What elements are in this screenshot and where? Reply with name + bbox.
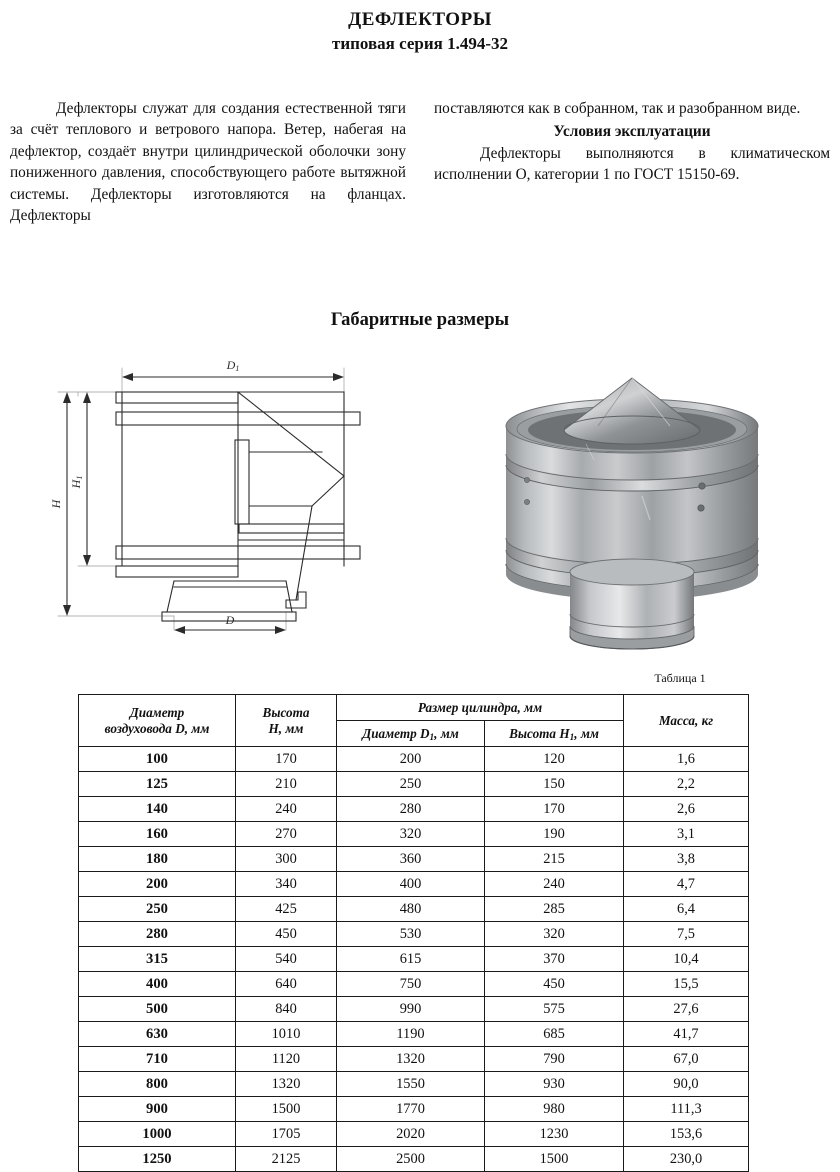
header-mass: Масса, кг (624, 695, 749, 747)
cell-height-h1: 450 (485, 972, 624, 997)
cell-diameter-d: 800 (79, 1072, 236, 1097)
cell-diameter-d: 1250 (79, 1147, 236, 1172)
intro-paragraph-left: Дефлекторы служат для создания естественной тяги за счёт теплового и ветрового напора. Ветер, набегая на дефлектор, создаёт внутри цилиндрической оболочки зону пониженного давления, способствующего работе вытяжной системы. Дефлекторы изготовляются на фланцах. Дефлекторы (10, 100, 406, 225)
figures-row (0, 352, 840, 672)
cell-mass: 27,6 (624, 997, 749, 1022)
cell-diameter-d1: 320 (337, 822, 485, 847)
cell-mass: 2,6 (624, 797, 749, 822)
deflector-photo (474, 368, 790, 658)
table-row (79, 747, 749, 772)
table-row (79, 922, 749, 947)
cell-height-h1: 790 (485, 1047, 624, 1072)
cell-mass: 2,2 (624, 772, 749, 797)
cell-height-h: 340 (236, 872, 337, 897)
cell-height-h1: 320 (485, 922, 624, 947)
cell-height-h: 425 (236, 897, 337, 922)
cell-height-h: 240 (236, 797, 337, 822)
technical-drawing (34, 354, 382, 660)
cell-height-h1: 1500 (485, 1147, 624, 1172)
table-row (79, 1022, 749, 1047)
cell-height-h1: 575 (485, 997, 624, 1022)
cell-diameter-d: 280 (79, 922, 236, 947)
table-row (79, 872, 749, 897)
cell-height-h1: 930 (485, 1072, 624, 1097)
cell-height-h1: 240 (485, 872, 624, 897)
cell-height-h: 1010 (236, 1022, 337, 1047)
table-row (79, 1122, 749, 1147)
cell-diameter-d: 400 (79, 972, 236, 997)
section-heading-dimensions: Габаритные размеры (330, 310, 510, 330)
cell-diameter-d1: 400 (337, 872, 485, 897)
cell-mass: 67,0 (624, 1047, 749, 1072)
cell-diameter-d: 160 (79, 822, 236, 847)
cell-mass: 153,6 (624, 1122, 749, 1147)
title-block (0, 8, 840, 54)
cell-mass: 90,0 (624, 1072, 749, 1097)
cell-diameter-d1: 2020 (337, 1122, 485, 1147)
intro-right-column (434, 98, 830, 226)
dimension-label-d: D (225, 613, 235, 627)
cell-diameter-d1: 1320 (337, 1047, 485, 1072)
dimension-label-h1: H1 (69, 475, 84, 489)
cell-diameter-d1: 1770 (337, 1097, 485, 1122)
cell-diameter-d: 250 (79, 897, 236, 922)
table-row (79, 772, 749, 797)
cell-height-h1: 370 (485, 947, 624, 972)
cell-diameter-d1: 480 (337, 897, 485, 922)
cell-mass: 6,4 (624, 897, 749, 922)
cell-mass: 230,0 (624, 1147, 749, 1172)
cell-diameter-d: 140 (79, 797, 236, 822)
table-header (79, 695, 749, 747)
table-caption: Таблица 1 (654, 671, 706, 685)
cell-height-h1: 120 (485, 747, 624, 772)
cell-mass: 4,7 (624, 872, 749, 897)
cell-height-h: 170 (236, 747, 337, 772)
table-row (79, 822, 749, 847)
cell-diameter-d: 710 (79, 1047, 236, 1072)
table-row (79, 797, 749, 822)
table-row (79, 1097, 749, 1122)
table-row (79, 1072, 749, 1097)
header-diameter-d: Диаметр воздуховода D, мм (79, 695, 236, 747)
dimensions-table (78, 694, 749, 1172)
header-height-h: Высота H, мм (236, 695, 337, 747)
cell-diameter-d1: 200 (337, 747, 485, 772)
cell-diameter-d: 180 (79, 847, 236, 872)
cell-height-h: 540 (236, 947, 337, 972)
conditions-heading: Условия эксплуатации (553, 123, 711, 141)
table-row (79, 947, 749, 972)
conditions-paragraph: Дефлекторы выполняются в климатическом исполнении О, категории 1 по ГОСТ 15150-69. (434, 144, 830, 184)
cell-height-h1: 980 (485, 1097, 624, 1122)
cell-mass: 41,7 (624, 1022, 749, 1047)
table-row (79, 997, 749, 1022)
cell-diameter-d1: 1190 (337, 1022, 485, 1047)
cell-diameter-d1: 530 (337, 922, 485, 947)
cell-diameter-d1: 990 (337, 997, 485, 1022)
cell-diameter-d: 100 (79, 747, 236, 772)
intro-left-column (10, 98, 406, 226)
cell-height-h1: 170 (485, 797, 624, 822)
cell-height-h: 270 (236, 822, 337, 847)
deflector-section-drawing (34, 354, 382, 660)
cell-mass: 10,4 (624, 947, 749, 972)
cell-mass: 3,1 (624, 822, 749, 847)
cell-height-h: 300 (236, 847, 337, 872)
cell-height-h: 640 (236, 972, 337, 997)
cell-mass: 15,5 (624, 972, 749, 997)
cell-height-h: 1705 (236, 1122, 337, 1147)
intro-paragraph-right: поставляются как в собранном, так и разобранном виде. (434, 100, 801, 117)
cell-height-h1: 685 (485, 1022, 624, 1047)
cell-diameter-d: 315 (79, 947, 236, 972)
dimension-label-d1: D1 (226, 358, 240, 373)
table-row (79, 1047, 749, 1072)
page-subtitle: типовая серия 1.494-32 (331, 34, 509, 54)
cell-height-h: 840 (236, 997, 337, 1022)
header-height-h1: Высота $H_1$, мм (485, 721, 624, 747)
cell-mass: 111,3 (624, 1097, 749, 1122)
dimension-label-h: H (49, 499, 63, 509)
table-header-row-1 (79, 695, 749, 721)
cell-diameter-d1: 280 (337, 797, 485, 822)
cell-diameter-d1: 250 (337, 772, 485, 797)
cell-height-h1: 190 (485, 822, 624, 847)
table-row (79, 972, 749, 997)
cell-height-h: 450 (236, 922, 337, 947)
table-body (79, 747, 749, 1172)
table-row (79, 847, 749, 872)
cell-mass: 1,6 (624, 747, 749, 772)
cell-height-h: 1500 (236, 1097, 337, 1122)
header-diameter-d1: Диаметр $D_1$, мм (337, 721, 485, 747)
cell-height-h: 1120 (236, 1047, 337, 1072)
cell-height-h: 210 (236, 772, 337, 797)
cell-height-h1: 150 (485, 772, 624, 797)
cell-height-h: 1320 (236, 1072, 337, 1097)
cell-diameter-d: 500 (79, 997, 236, 1022)
cell-diameter-d1: 615 (337, 947, 485, 972)
cell-mass: 7,5 (624, 922, 749, 947)
cell-height-h1: 215 (485, 847, 624, 872)
cell-diameter-d1: 360 (337, 847, 485, 872)
table-row (79, 897, 749, 922)
cell-diameter-d: 1000 (79, 1122, 236, 1147)
header-cylinder-group: Размер цилиндра, мм (337, 695, 624, 721)
cell-height-h1: 1230 (485, 1122, 624, 1147)
table-row (79, 1147, 749, 1172)
cell-mass: 3,8 (624, 847, 749, 872)
cell-diameter-d: 200 (79, 872, 236, 897)
page-title: ДЕФЛЕКТОРЫ (348, 9, 492, 30)
cell-height-h1: 285 (485, 897, 624, 922)
cell-diameter-d1: 1550 (337, 1072, 485, 1097)
deflector-photo-illustration (474, 368, 790, 658)
cell-diameter-d1: 2500 (337, 1147, 485, 1172)
cell-diameter-d: 900 (79, 1097, 236, 1122)
cell-diameter-d: 125 (79, 772, 236, 797)
cell-diameter-d: 630 (79, 1022, 236, 1047)
intro-columns (10, 98, 830, 226)
cell-height-h: 2125 (236, 1147, 337, 1172)
cell-diameter-d1: 750 (337, 972, 485, 997)
